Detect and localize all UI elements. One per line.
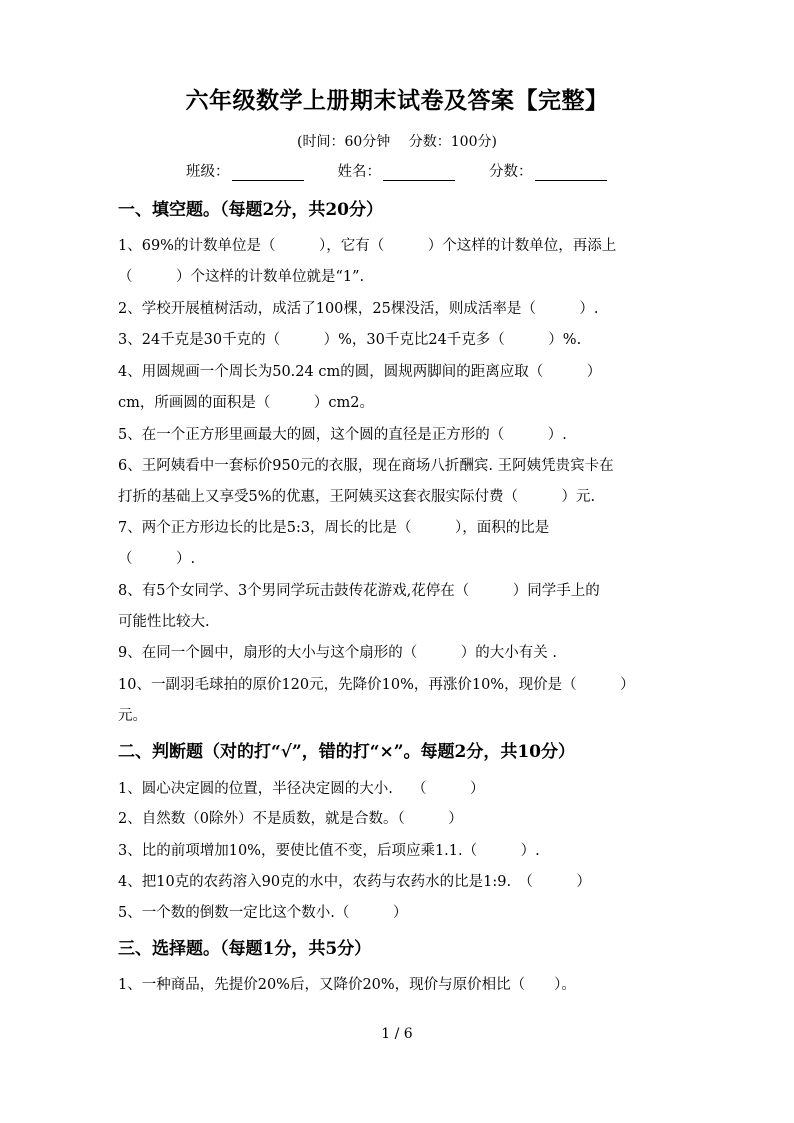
score-label: 分数：: [489, 164, 533, 180]
student-info-fields: [186, 160, 641, 181]
score-field: [489, 160, 607, 181]
exam-info: (时间：60分钟 分数：100分): [297, 134, 497, 150]
question-line: 1、69%的计数单位是（ ），它有（ ）个这样的计数单位，再添上: [118, 238, 617, 254]
question-line: 8、有5个女同学、3个男同学玩击鼓传花游戏,花停在（ ）同学手上的: [118, 583, 600, 599]
question-line: 可能性比较大.: [118, 614, 210, 630]
question-line: 2、自然数（0除外）不是质数，就是合数。（ ）: [118, 811, 463, 827]
section-heading-fill-blank: 一、填空题。（每题2分，共20分）: [118, 200, 383, 220]
question-line: （ ）个这样的计数单位就是“1”.: [118, 269, 365, 285]
name-label: 姓名：: [337, 164, 381, 180]
question-line: 10、一副羽毛球拍的原价120元，先降价10%，再涨价10%，现价是（ ）: [118, 677, 635, 693]
class-field: [186, 160, 304, 181]
section-heading-true-false: 二、判断题（对的打“√”，错的打“×”。每题2分，共10分）: [118, 742, 576, 762]
page-number: 1 / 6: [381, 1026, 413, 1042]
class-blank[interactable]: [232, 164, 304, 181]
name-field: [338, 160, 456, 181]
question-line: 9、在同一个圆中，扇形的大小与这个扇形的（ ）的大小有关 .: [118, 645, 557, 661]
question-line: cm，所画圆的面积是（ ）cm2。: [118, 395, 374, 411]
question-line: 1、一种商品，先提价20%后，又降价20%，现价与原价相比（ ）。: [118, 977, 576, 993]
question-line: 打折的基础上又享受5%的优惠，王阿姨买这套衣服实际付费（ ）元.: [118, 489, 596, 505]
question-line: 3、24千克是30千克的（ ）%，30千克比24千克多（ ）%.: [118, 332, 582, 348]
question-line: 5、在一个正方形里画最大的圆，这个圆的直径是正方形的（ ）.: [118, 427, 567, 443]
question-line: 3、比的前项增加10%，要使比值不变，后项应乘1.1.（ ）.: [118, 843, 540, 859]
question-line: 4、用圆规画一个周长为50.24 cm的圆，圆规两脚间的距离应取（ ）: [118, 364, 602, 380]
question-line: 7、两个正方形边长的比是5:3，周长的比是（ ），面积的比是: [118, 520, 550, 536]
question-line: 2、学校开展植树活动，成活了100棵，25棵没活，则成活率是（ ）.: [118, 301, 599, 317]
page-title: 六年级数学上册期末试卷及答案【完整】: [185, 87, 609, 114]
question-line: 元。: [118, 708, 147, 724]
question-line: 1、圆心决定圆的位置，半径决定圆的大小. （ ）: [118, 781, 485, 797]
class-label: 班级：: [186, 164, 230, 180]
name-blank[interactable]: [383, 164, 455, 181]
question-line: 6、王阿姨看中一套标价950元的衣服，现在商场八折酬宾. 王阿姨凭贵宾卡在: [118, 458, 614, 474]
score-blank[interactable]: [535, 164, 607, 181]
section-heading-multiple-choice: 三、选择题。（每题1分，共5分）: [118, 939, 372, 959]
question-line: （ ）.: [118, 551, 196, 567]
question-line: 4、把10克的农药溶入90克的水中，农药与农药水的比是1:9. （ ）: [118, 874, 591, 890]
question-line: 5、一个数的倒数一定比这个数小.（ ）: [118, 905, 408, 921]
